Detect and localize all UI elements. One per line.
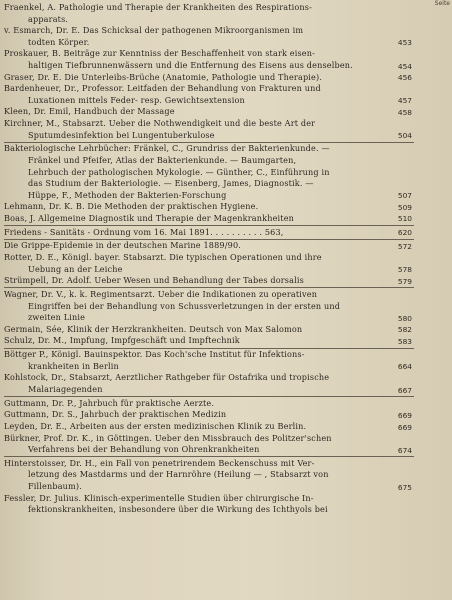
entry-text-line: Hinterstoisser, Dr. H., ein Fall von penetrirendem Beckenschuss mit Ver- xyxy=(4,457,315,468)
entry-text-line: Lehmann, Dr. K. B. Die Methoden der praktischen Hygiene. xyxy=(4,201,259,212)
entry-text-line: Guttmann, Dr. S., Jahrbuch der praktischen Medizin xyxy=(4,409,227,420)
index-entry xyxy=(4,83,414,106)
entry-text-line: Bürkner, Prof. Dr. K., in Göttingen. Ueber den Missbrauch des Politzer'schen xyxy=(4,432,332,443)
index-entry xyxy=(4,372,414,395)
entry-page-number: 669 xyxy=(397,422,412,432)
entry-text-line: fektionskrankheiten, insbesondere über die Wirkung des Ichthyols bei xyxy=(28,504,328,515)
entry-text-line: das Studium der Bakteriologie. — Eisenberg, James, Diagnostik. — xyxy=(28,178,314,189)
entry-text-line: Die Grippe-Epidemie in der deutschen Marine 1889/90. xyxy=(4,240,241,251)
entry-page-number: 664 xyxy=(397,362,412,372)
index-entry xyxy=(4,275,414,287)
entry-text-line: Lehrbuch der pathologischen Mykologie. — Günther, C., Einführung in xyxy=(28,166,330,177)
entry-page-number: 580 xyxy=(397,313,412,323)
entry-text-line: Luxationen mittels Feder- resp. Gewichtsextension xyxy=(28,94,245,105)
index-entry xyxy=(4,25,414,48)
entry-text-line: v. Esmarch, Dr. E. Das Schicksal der pathogenen Mikroorganismen im xyxy=(4,25,304,36)
index-entry xyxy=(4,289,414,324)
index-entry xyxy=(4,324,414,336)
entry-text-line: Rotter, D. E., Königl. bayer. Stabsarzt. Die typischen Operationen und ihre xyxy=(4,252,322,263)
entry-page-number: 454 xyxy=(397,61,412,71)
entry-page-number: 674 xyxy=(397,445,412,455)
entry-text-line: Guttmann, Dr. P., Jahrbuch für praktische Aerzte. xyxy=(4,397,215,408)
index-entry xyxy=(4,72,414,84)
entry-page-number: 456 xyxy=(397,73,412,83)
entry-text-line: Böttger P., Königl. Bauinspektor. Das Koch'sche Institut für Infektions- xyxy=(4,349,305,360)
entry-page-number: 669 xyxy=(397,410,412,420)
index-entry xyxy=(4,433,414,456)
index-entry xyxy=(4,118,414,141)
index-entry xyxy=(4,493,414,516)
entry-text-line: krankheiten in Berlin xyxy=(28,360,119,371)
entry-text-line: Proskauer, B. Beiträge zur Kenntniss der Beschaffenheit von stark eisen- xyxy=(4,48,316,59)
index-entry xyxy=(4,421,414,433)
index-entry xyxy=(4,201,414,213)
index-entry xyxy=(4,458,414,493)
entry-text-line: Wagner, Dr. V., k. k. Regimentsarzt. Ueber die Indikationen zu operativen xyxy=(4,289,318,299)
entry-page-number: 579 xyxy=(397,276,412,286)
index-entry xyxy=(4,2,414,25)
entry-text-line: Strümpell, Dr. Adolf. Ueber Wesen und Behandlung der Tabes dorsalis xyxy=(4,275,304,286)
index-entry xyxy=(4,48,414,71)
entry-text-line: Friedens - Sanitäts - Ordnung vom 16. Mai 1891. . . . . . . . . . 563, xyxy=(4,226,284,237)
entry-text-line: Schulz, Dr. M., Impfung, Impfgeschäft und Impftechnik xyxy=(4,335,240,346)
entry-page-number: 509 xyxy=(397,202,412,212)
index-entry xyxy=(4,227,414,239)
entry-page-number: 457 xyxy=(397,96,412,106)
entry-text-line: Verfahrens bei der Behandlung von Ohrenkrankheiten xyxy=(28,444,260,455)
index-entry xyxy=(4,143,414,201)
entry-page-number: 675 xyxy=(397,482,412,492)
entry-text-line: Fränkel und Pfeifer, Atlas der Bakterienkunde. — Baumgarten, xyxy=(28,154,297,165)
entry-text-line: Bardenheuer, Dr., Professor. Leitfaden der Behandlung von Frakturen und xyxy=(4,83,321,94)
entry-page-number: 620 xyxy=(397,228,412,238)
entry-page-number: 667 xyxy=(397,385,412,395)
entry-page-number: 453 xyxy=(397,38,412,48)
entry-text-line: letzung des Mastdarms und der Harnröhre (Heilung — , Stabsarzt von xyxy=(28,469,329,480)
entry-text-line: Kleen, Dr. Emil, Handbuch der Massage xyxy=(4,106,175,117)
entry-text-line: Hüppe, F., Methoden der Bakterien-Forschung xyxy=(28,189,227,200)
index-entry xyxy=(4,240,414,252)
index-entry xyxy=(4,349,414,372)
index-entry xyxy=(4,409,414,421)
entry-text-line: haltigen Tiefbrunnenwässern und die Entfernung des Eisens aus denselben. xyxy=(28,59,353,70)
index-entry xyxy=(4,106,414,118)
entry-text-line: Germain, Sée, Klinik der Herzkrankheiten. Deutsch von Max Salomon xyxy=(4,323,303,334)
entry-text-line: Boas, J. Allgemeine Diagnostik und Therapie der Magenkrankheiten xyxy=(4,212,295,223)
entry-page-number: 458 xyxy=(397,107,412,117)
entry-text-line: apparats. xyxy=(28,13,69,24)
index-entry xyxy=(4,335,414,347)
entry-text-line: Leyden, Dr. E., Arbeiten aus der ersten medizinischen Klinik zu Berlin. xyxy=(4,420,307,431)
index-entry xyxy=(4,398,414,410)
entry-page-number: 582 xyxy=(397,325,412,335)
entry-page-number: 510 xyxy=(397,214,412,224)
index-entry xyxy=(4,213,414,225)
entry-text-line: Graser, Dr. E. Die Unterleibs-Brüche (Anatomie, Pathologie und Therapie). xyxy=(4,71,323,82)
entry-text-line: Bakteriologische Lehrbücher: Fränkel, C., Grundriss der Bakterienkunde. — xyxy=(4,143,330,154)
entry-text-line: Kohlstock, Dr., Stabsarzt, Aerztlicher Rathgeber für Ostafrika und tropische xyxy=(4,372,330,383)
entry-text-line: Fillenbaum). xyxy=(28,481,82,492)
entry-page-number: 572 xyxy=(397,242,412,252)
entry-text-line: todten Körper. xyxy=(28,36,90,47)
entry-text-line: Fessler, Dr. Julius. Klinisch-experimentelle Studien über chirurgische In- xyxy=(4,492,314,503)
entry-page-number: 583 xyxy=(397,336,412,346)
entry-text-line: zweiten Linie xyxy=(28,312,86,323)
entry-text-line: Sputumdesinfektion bei Lungentuberkulose xyxy=(28,129,215,140)
index-list xyxy=(4,2,414,516)
entry-text-line: Uebung an der Leiche xyxy=(28,263,123,274)
index-entry xyxy=(4,252,414,275)
entry-page-number: 507 xyxy=(397,191,412,201)
entry-text-line: Eingriffen bei der Behandlung von Schussverletzungen in der ersten und xyxy=(28,300,341,311)
entry-text-line: Fraenkel, A. Pathologie und Therapie der Krankheiten des Respirations- xyxy=(4,2,313,12)
entry-text-line: Kirchner, M., Stabsarzt. Ueber die Nothwendigkeit und die beste Art der xyxy=(4,117,316,128)
entry-page-number: 504 xyxy=(397,131,412,141)
page-column-header: Seite xyxy=(434,0,450,7)
entry-page-number: 578 xyxy=(397,265,412,275)
entry-text-line: Malariagegenden xyxy=(28,383,103,394)
